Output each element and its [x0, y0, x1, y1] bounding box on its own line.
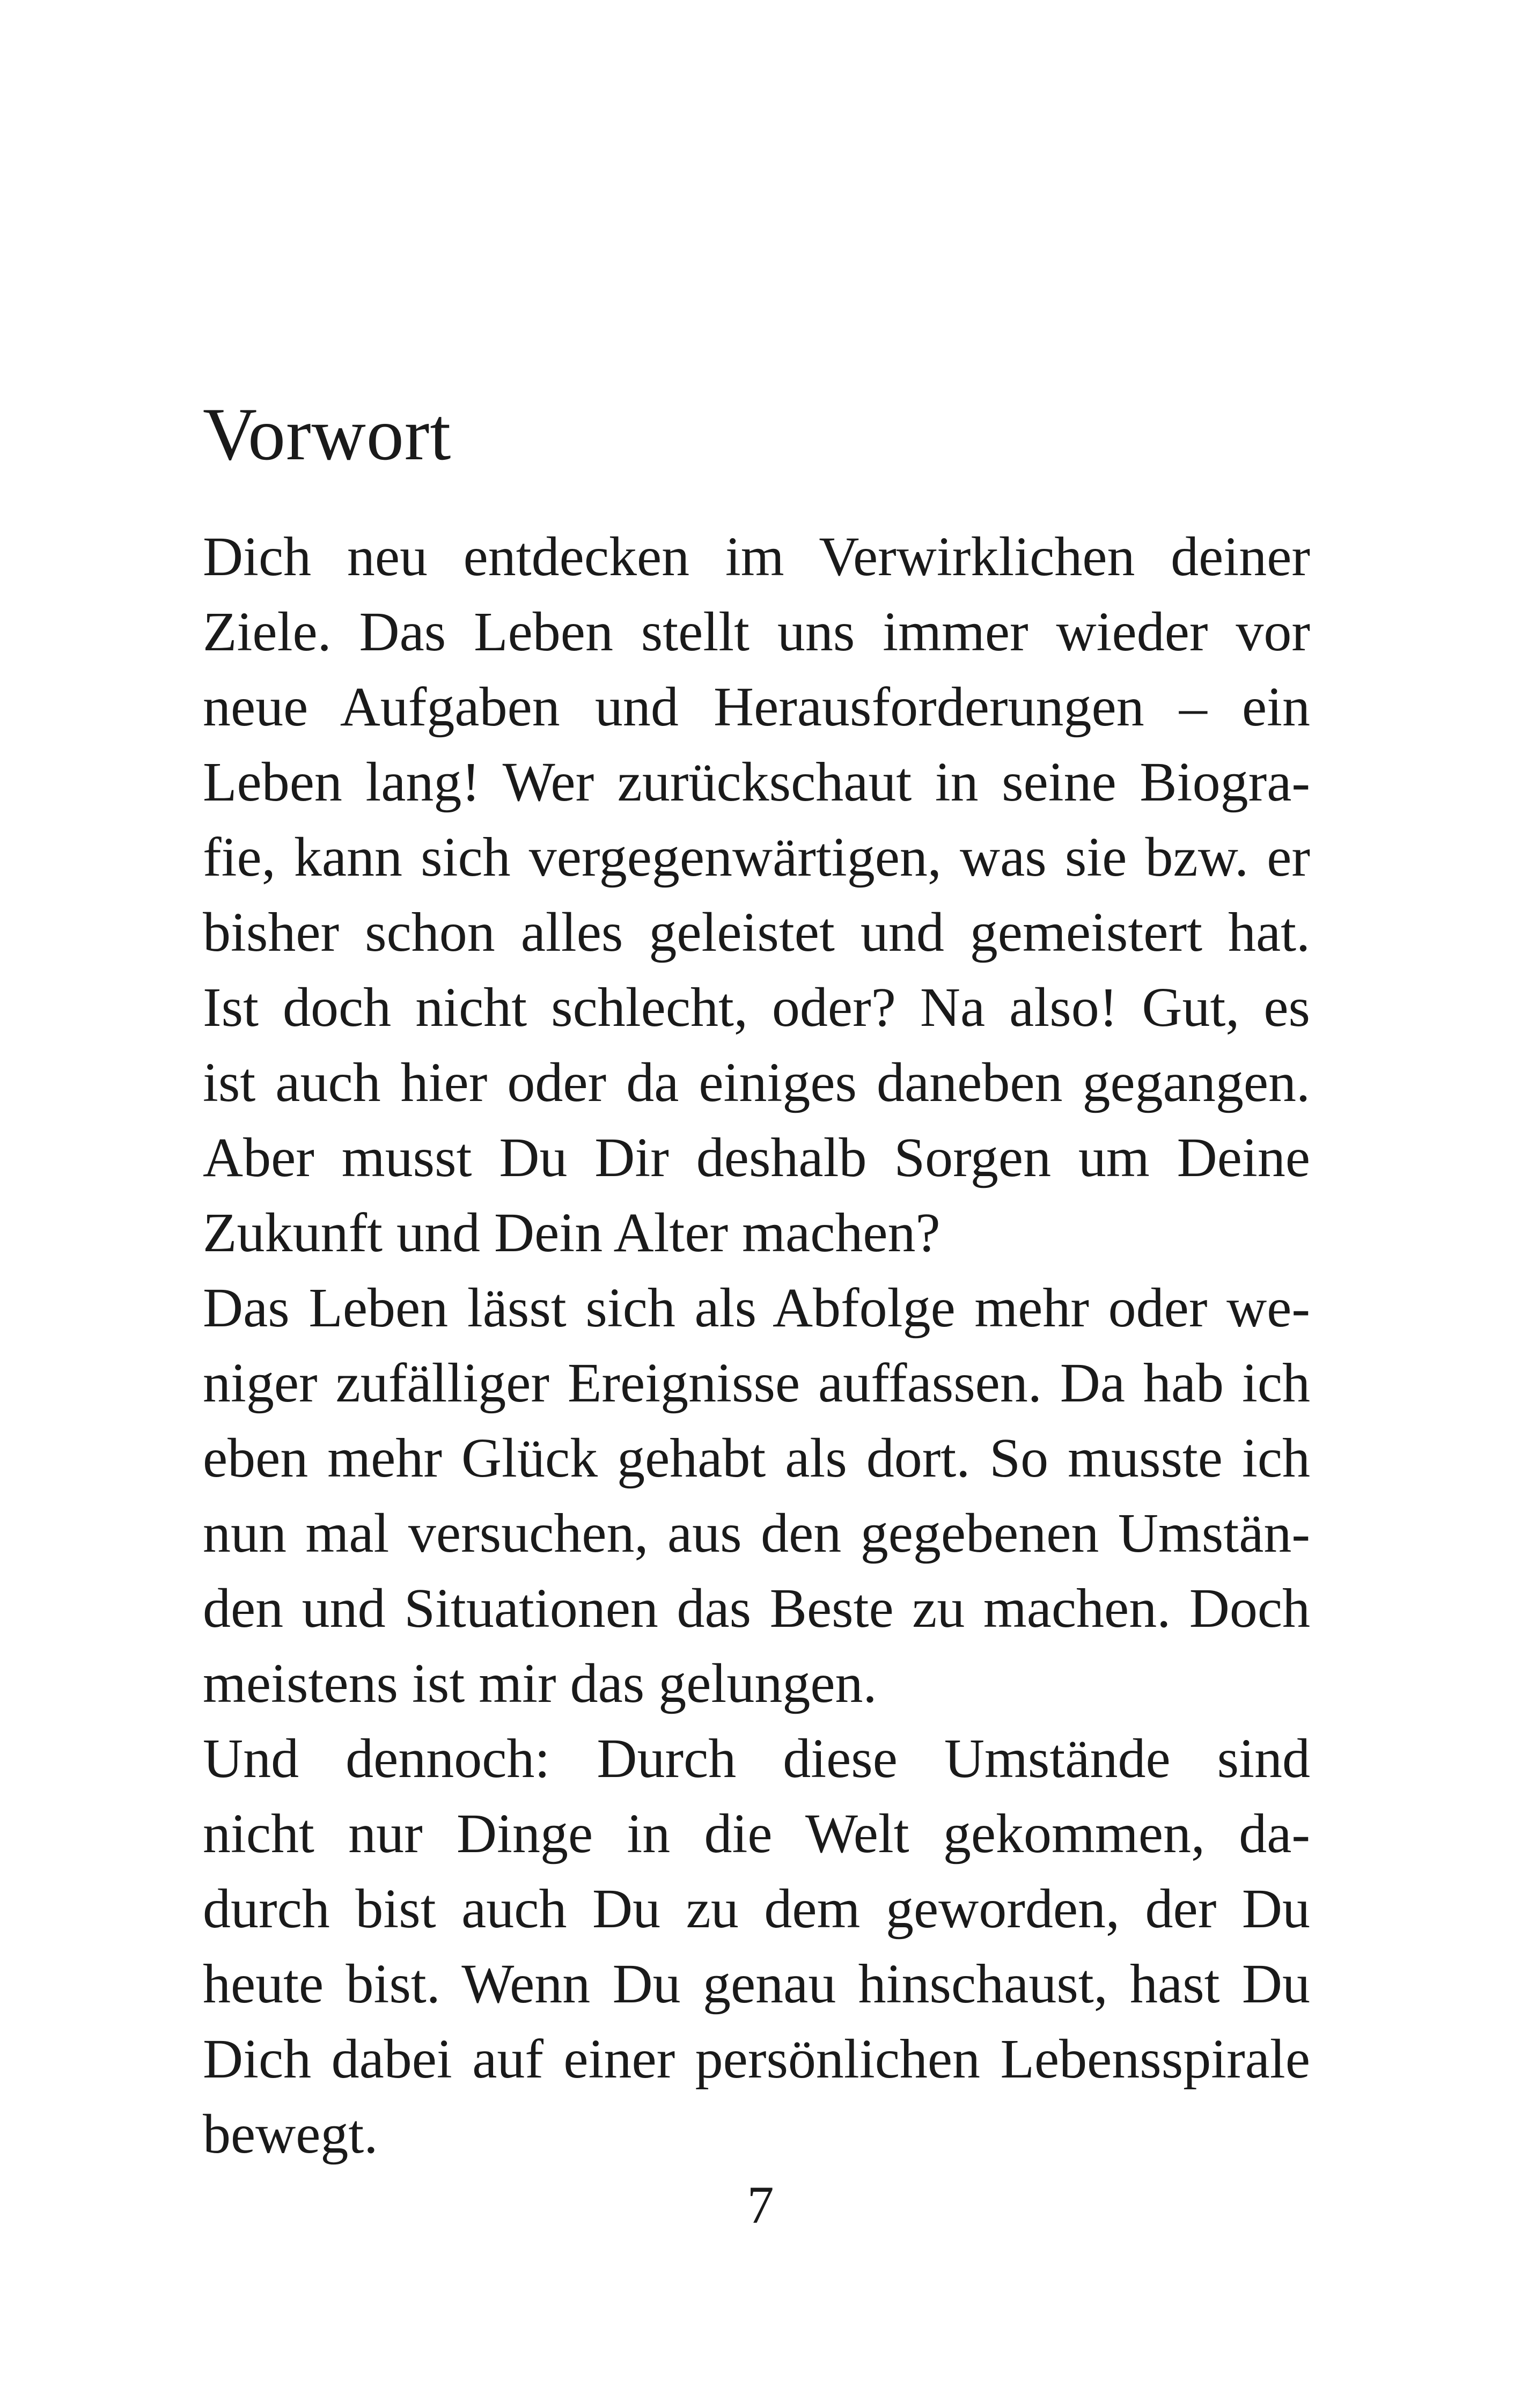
text-line: neue Aufgaben und Herausforderungen – ein	[203, 676, 1310, 738]
text-line: eben mehr Glück gehabt als dort. So musste ich	[203, 1427, 1310, 1489]
body-text	[203, 519, 1310, 2172]
text-line: nun mal versuchen, aus den gegebenen Umstän-	[203, 1502, 1310, 1564]
paragraph-2	[203, 1271, 1310, 1721]
paragraph-3	[203, 1721, 1310, 2172]
text-line: Ist doch nicht schlecht, oder? Na also! Gut, es	[203, 977, 1310, 1038]
text-line: Das Leben lässt sich als Abfolge mehr oder we-	[203, 1277, 1310, 1339]
text-line: durch bist auch Du zu dem geworden, der Du	[203, 1878, 1310, 1940]
text-line: Leben lang! Wer zurückschaut in seine Biogra-	[203, 751, 1310, 813]
text-line: meistens ist mir das gelungen.	[203, 1653, 877, 1714]
text-line: ist auch hier oder da einiges daneben gegangen.	[203, 1052, 1310, 1113]
text-line: den und Situationen das Beste zu machen. Doch	[203, 1577, 1310, 1639]
text-line: Ziele. Das Leben stellt uns immer wieder vor	[203, 601, 1310, 663]
text-line: heute bist. Wenn Du genau hinschaust, hast Du	[203, 1953, 1310, 2015]
text-line: Zukunft und Dein Alter machen?	[203, 1202, 940, 1264]
paragraph-1	[203, 519, 1310, 1271]
text-line: Aber musst Du Dir deshalb Sorgen um Deine	[203, 1127, 1310, 1188]
text-line: nicht nur Dinge in die Welt gekommen, da-	[203, 1803, 1310, 1864]
text-line: niger zufälliger Ereignisse auffassen. Da hab ich	[203, 1352, 1310, 1414]
text-line: Dich dabei auf einer persönlichen Lebensspirale	[203, 2028, 1310, 2090]
text-line: Dich neu entdecken im Verwirklichen deiner	[203, 526, 1310, 588]
page-number: 7	[747, 2175, 774, 2235]
text-line: bewegt.	[203, 2103, 378, 2165]
text-line: Und dennoch: Durch diese Umstände sind	[203, 1728, 1310, 1789]
page-title: Vorwort	[203, 393, 452, 476]
text-line: fie, kann sich vergegenwärtigen, was sie bzw. er	[203, 826, 1310, 888]
text-line: bisher schon alles geleistet und gemeistert hat.	[203, 901, 1310, 963]
